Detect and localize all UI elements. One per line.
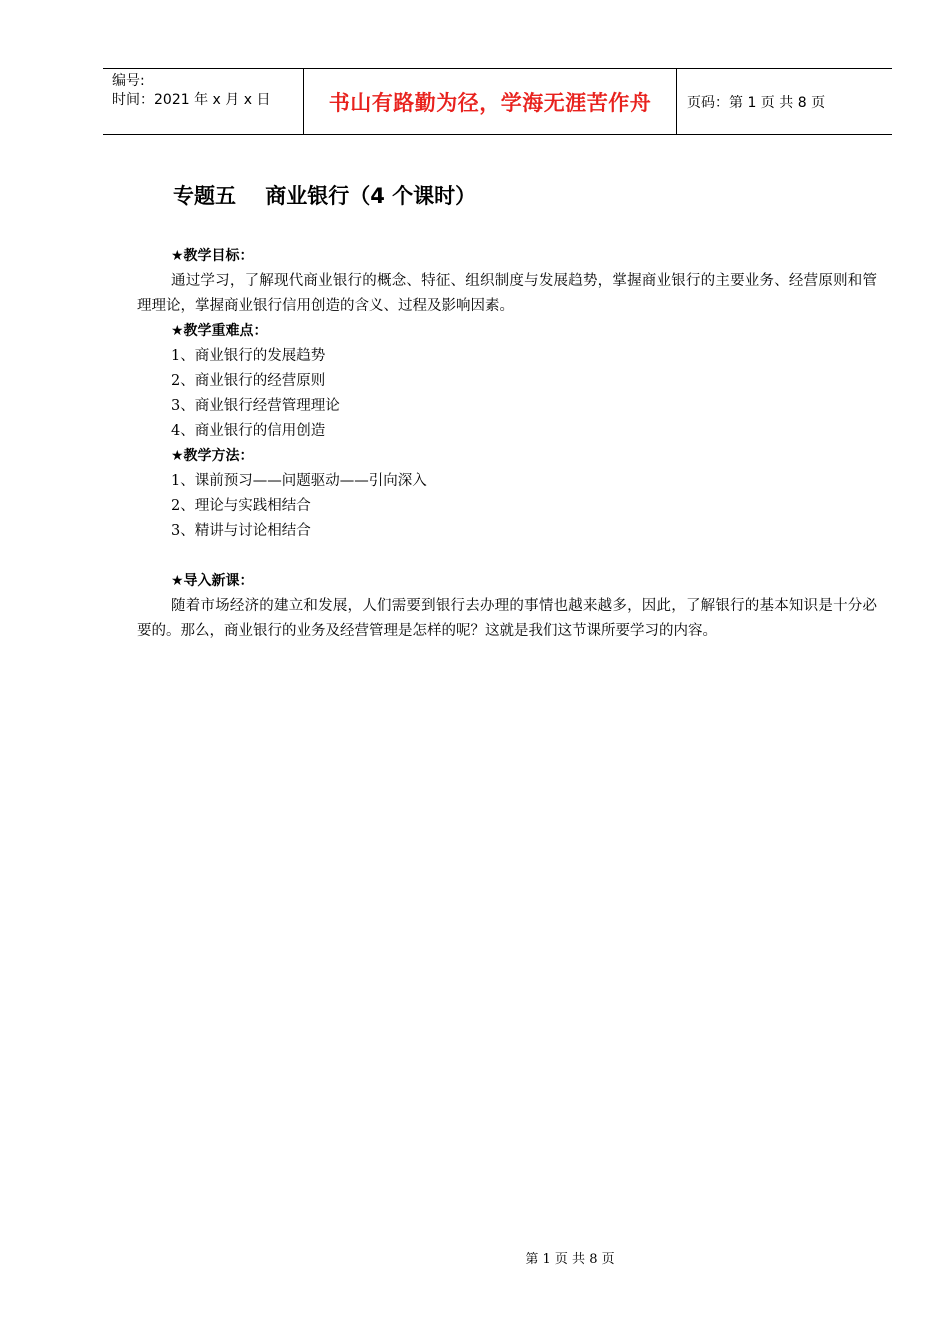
header-divider xyxy=(676,69,677,134)
list-item: 2、理论与实践相结合 xyxy=(171,498,311,514)
section-spacer xyxy=(137,544,877,569)
objectives-text: 通过学习，了解现代商业银行的概念、特征、组织制度与发展趋势，掌握商业银行的主要业务、经营原则和管理理论，掌握商业银行信用创造的含义、过程及影响因素。 xyxy=(137,273,877,314)
page-title: 专题五 商业银行（4 个课时） xyxy=(173,184,477,208)
document-time-label: 时间：2021 年 x 月 x 日 xyxy=(112,92,271,108)
list-item: 1、课前预习——问题驱动——引向深入 xyxy=(171,473,427,489)
list-item: 1、商业银行的发展趋势 xyxy=(171,348,326,364)
methods-heading: ★教学方法： xyxy=(171,448,254,464)
header-motto: 书山有路勤为径，学海无涯苦作舟 xyxy=(328,90,652,115)
header-page-info: 页码：第 1 页 共 8 页 xyxy=(687,94,826,111)
objectives-heading: ★教学目标： xyxy=(171,248,254,264)
page-footer xyxy=(0,1248,950,1267)
key-points-heading: ★教学重难点： xyxy=(171,323,268,339)
list-item: 2、商业银行的经营原则 xyxy=(171,373,326,389)
document-header xyxy=(103,68,892,135)
document-number-label: 编号: xyxy=(112,73,145,89)
list-item: 3、商业银行经营管理理论 xyxy=(171,398,340,414)
list-item: 3、精讲与讨论相结合 xyxy=(171,523,311,539)
intro-heading: ★导入新课： xyxy=(171,573,254,589)
header-meta xyxy=(103,69,303,134)
intro-text: 随着市场经济的建立和发展，人们需要到银行去办理的事情也越来越多，因此，了解银行的基本知识是十分必要的。那么，商业银行的业务及经营管理是怎样的呢？这就是我们这节课所要学习的内容。 xyxy=(137,598,877,639)
footer-page-number: 第 1 页 共 8 页 xyxy=(525,1252,615,1267)
document-body xyxy=(137,244,877,644)
list-item: 4、商业银行的信用创造 xyxy=(171,423,326,439)
